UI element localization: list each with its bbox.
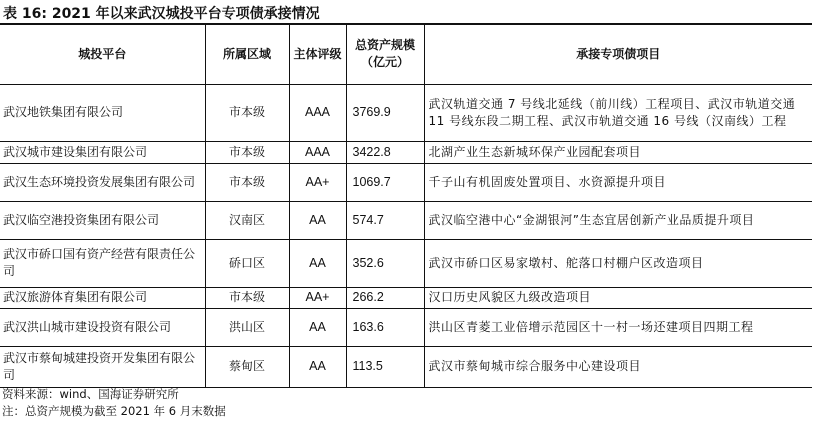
region: 市本级 [205, 84, 289, 141]
rating: AAA [289, 141, 346, 163]
bond-projects: 武汉临空港中心“金湖银河”生态宜居创新产业品质提升项目 [424, 201, 812, 239]
rating: AA+ [289, 163, 346, 201]
table-title: 表 16: 2021 年以来武汉城投平台专项债承接情况 [3, 6, 320, 22]
platform-name: 武汉生态环境投资发展集团有限公司 [3, 174, 196, 189]
region: 市本级 [205, 163, 289, 201]
region: 市本级 [205, 287, 289, 308]
platform-name: 武汉地铁集团有限公司 [3, 105, 124, 119]
platform-name: 武汉市硚口国有资产经营有限责任公司 [3, 247, 196, 278]
total-assets: 266.2 [346, 287, 424, 308]
total-assets: 113.5 [346, 346, 424, 387]
bond-projects: 武汉市蔡甸城市综合服务中心建设项目 [424, 346, 812, 387]
special-bond-table [0, 23, 812, 388]
header-platform: 城投平台 [78, 46, 127, 61]
header-region: 所属区域 [205, 24, 289, 84]
region: 汉南区 [205, 201, 289, 239]
total-assets: 3422.8 [346, 141, 424, 163]
header-row [0, 24, 812, 84]
region: 蔡甸区 [205, 346, 289, 387]
total-assets: 163.6 [346, 308, 424, 346]
rating: AA [289, 201, 346, 239]
total-assets: 574.7 [346, 201, 424, 239]
total-assets: 3769.9 [346, 84, 424, 141]
bond-projects: 武汉市硚口区易家墩村、舵落口村棚户区改造项目 [424, 239, 812, 287]
header-rating: 主体评级 [289, 24, 346, 84]
table-row [0, 201, 812, 239]
table-row [0, 141, 812, 163]
total-assets: 1069.7 [346, 163, 424, 201]
table-row [0, 84, 812, 141]
region: 硚口区 [205, 239, 289, 287]
rating: AA [289, 239, 346, 287]
source-note: 资料来源：wind、国海证券研究所 [2, 387, 179, 401]
region: 市本级 [205, 141, 289, 163]
rating: AAA [289, 84, 346, 141]
bond-projects: 千子山有机固废处置项目、水资源提升项目 [424, 163, 812, 201]
table-row [0, 163, 812, 201]
table-row [0, 287, 812, 308]
header-assets: 总资产规模（亿元） [346, 24, 424, 84]
bond-projects: 洪山区青菱工业倍增示范园区十一村一场还建项目四期工程 [424, 308, 812, 346]
table-row [0, 308, 812, 346]
bond-projects: 武汉轨道交通 7 号线北延线（前川线）工程项目、武汉市轨道交通 11 号线东段二期工程、武汉市轨道交通 16 号线（汉南线）工程 [424, 84, 812, 141]
platform-name: 武汉洪山城市建设投资有限公司 [3, 319, 172, 334]
platform-name: 武汉临空港投资集团有限公司 [3, 212, 160, 227]
platform-name: 武汉旅游体育集团有限公司 [3, 290, 148, 304]
rating: AA+ [289, 287, 346, 308]
rating: AA [289, 308, 346, 346]
region: 洪山区 [205, 308, 289, 346]
header-projects: 承接专项债项目 [424, 24, 812, 84]
bond-projects: 北湖产业生态新城环保产业园配套项目 [424, 141, 812, 163]
footnote: 注：总资产规模为截至 2021 年 6 月末数据 [2, 404, 226, 418]
table-row [0, 239, 812, 287]
bond-projects: 汉口历史风貌区九级改造项目 [424, 287, 812, 308]
platform-name: 武汉城市建设集团有限公司 [3, 144, 148, 159]
rating: AA [289, 346, 346, 387]
table-row [0, 346, 812, 387]
total-assets: 352.6 [346, 239, 424, 287]
platform-name: 武汉市蔡甸城建投资开发集团有限公司 [3, 350, 196, 382]
